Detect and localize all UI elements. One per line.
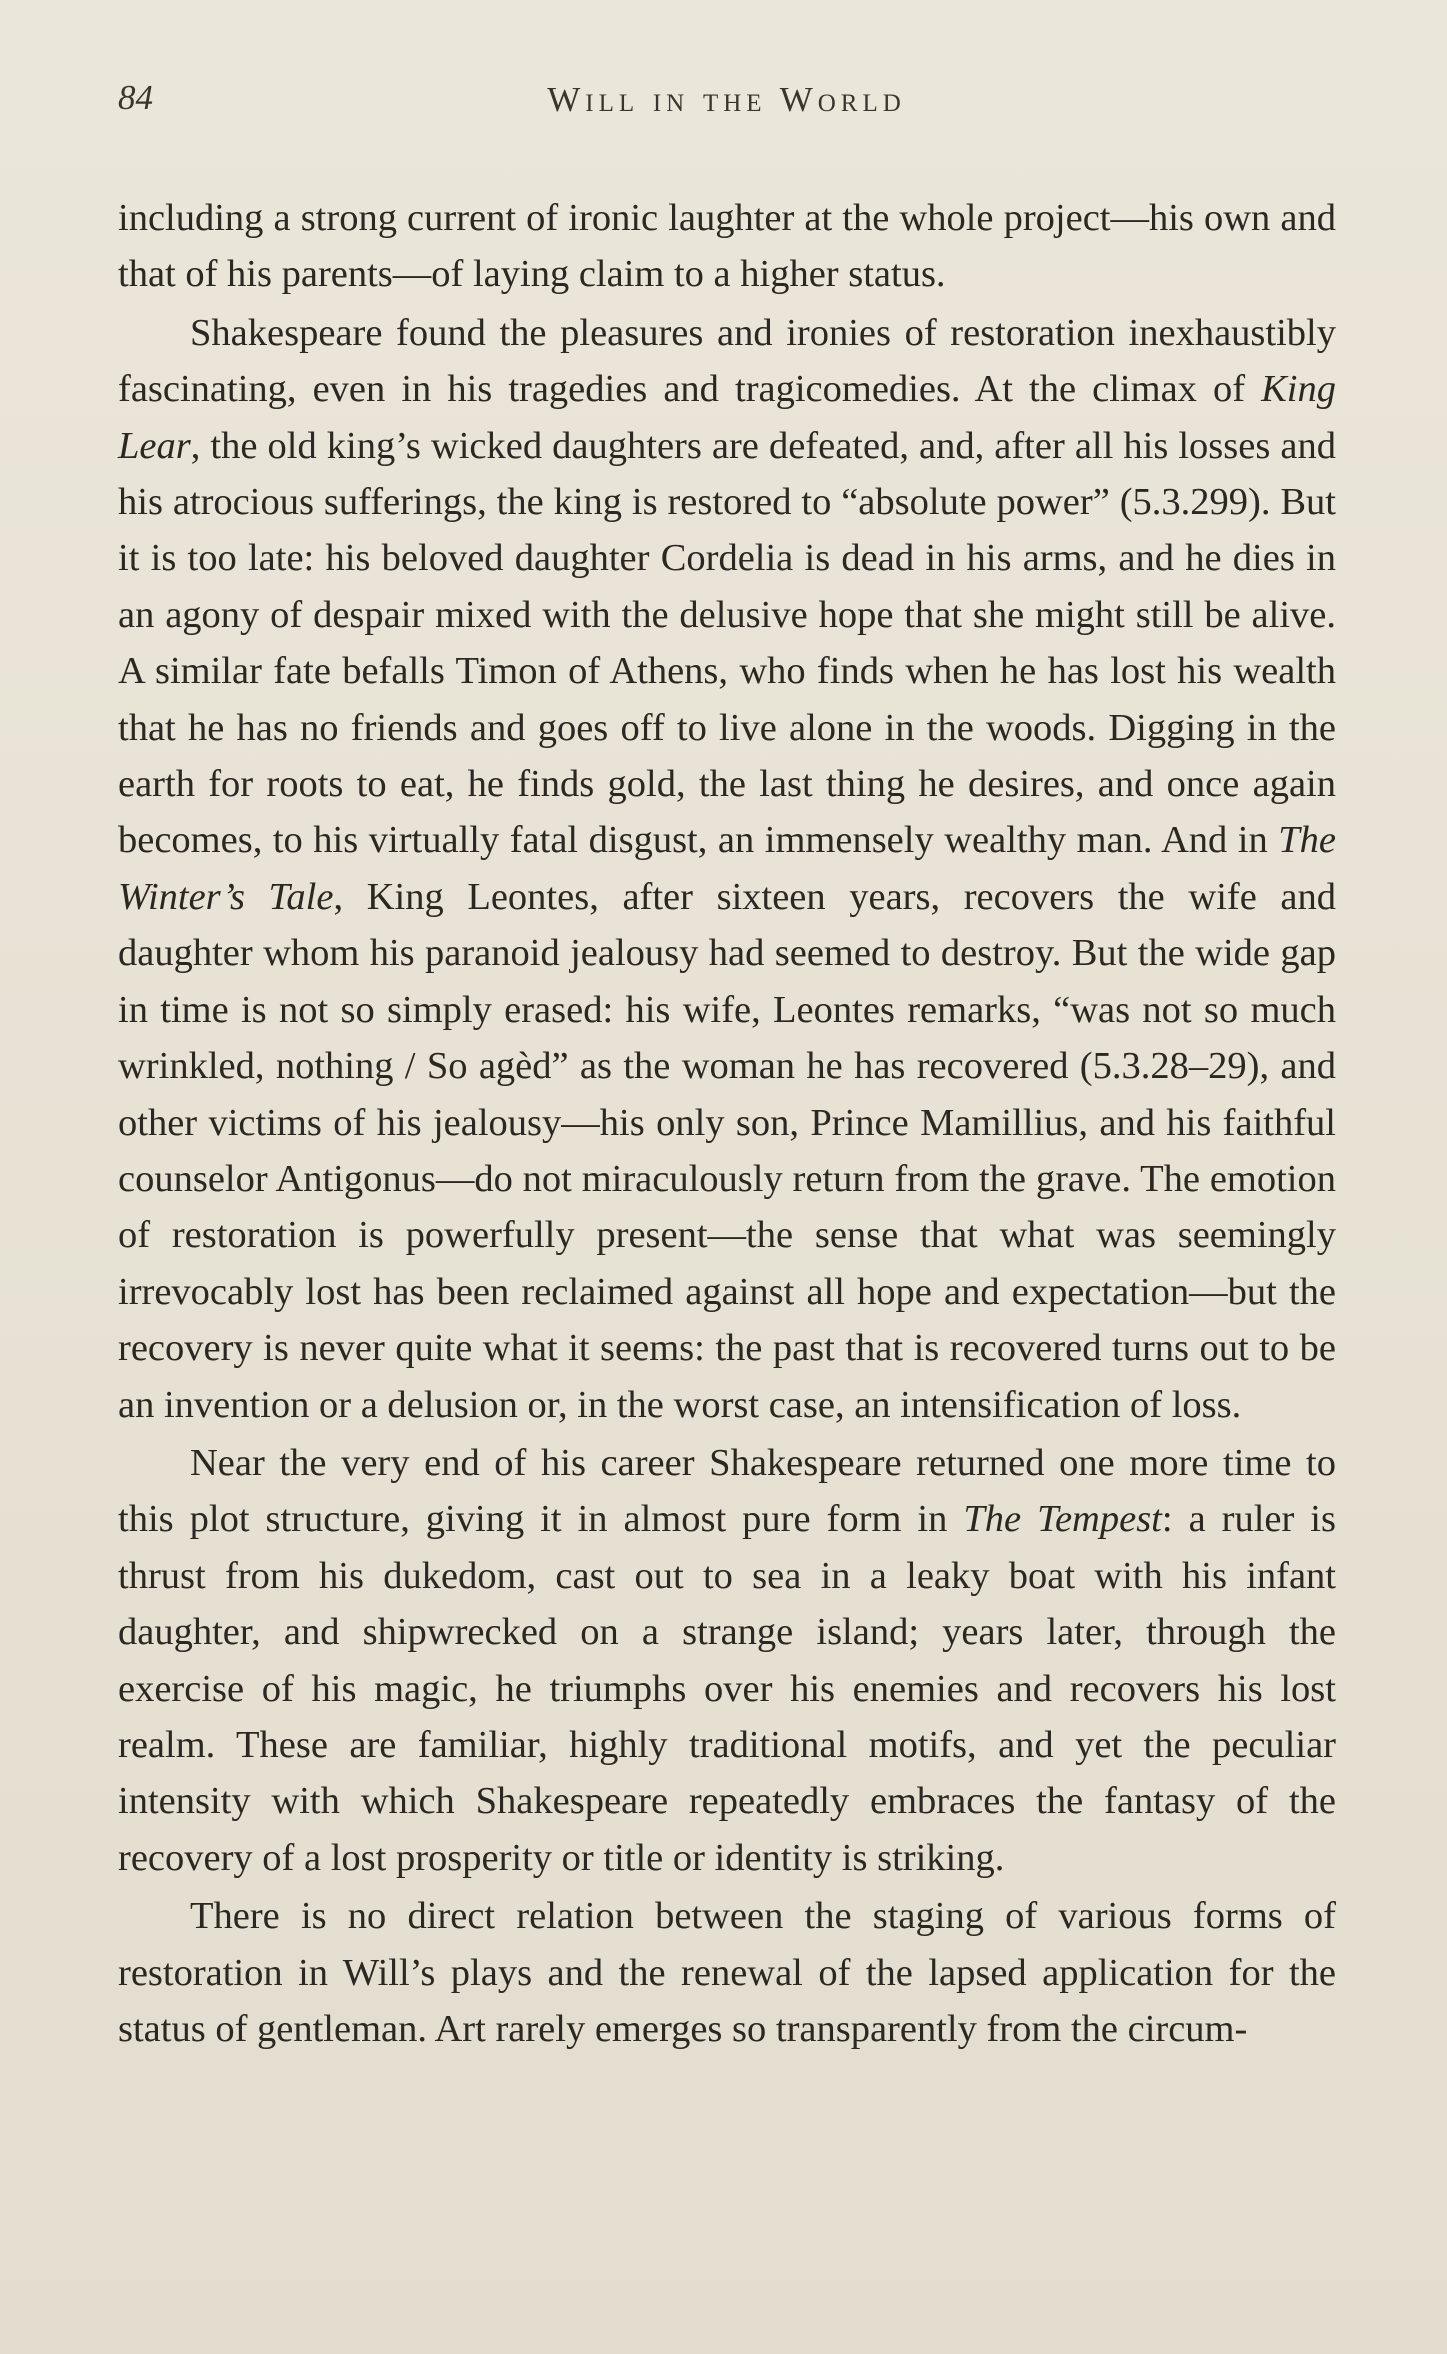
paragraph-text: Near the very end of his career Shakespeare returned one more time to this plot structure, giving it in almost pure form in	[118, 1441, 1336, 1541]
paragraph-text: There is no direct relation between the staging of various forms of restoration in Will’s plays and the renewal of the lapsed application for the status of gentleman. Art rarely emerges so transparently from the circum-	[118, 1895, 1336, 2050]
running-title: Will in the World	[547, 80, 906, 119]
paragraph-text: : a ruler is thrust from his dukedom, cast out to sea in a leaky boat with his infant daughter, and shipwrecked on a strange island; years later, through the exercise of his magic, he triumphs over his enemies and recovers his lost realm. These are familiar, highly traditional motifs, and yet the peculiar intensity with which Shakespeare repeatedly embraces the fantasy of the recovery of a lost prosperity or title or identity is striking.	[118, 1498, 1336, 1879]
italic-title-text: King Lear	[118, 368, 1336, 467]
paragraph	[118, 190, 1336, 303]
paragraph-text: Shakespeare found the pleasures and ironies of restoration inexhaustibly fascinating, even in his tragedies and tragicomedies. At the climax of	[118, 311, 1336, 411]
paragraph-text: including a strong current of ironic laughter at the whole project—his own and that of his parents—of laying claim to a higher status.	[118, 197, 1336, 296]
paragraph	[118, 1435, 1336, 1886]
italic-title-text: The Winter’s Tale	[118, 819, 1336, 918]
body-text	[118, 190, 1336, 2057]
paragraph	[118, 1888, 1336, 2057]
paragraph-text: , the old king’s wicked daughters are defeated, and, after all his losses and his atrocious sufferings, the king is restored to “absolute power” (5.3.299). But it is too late: his beloved daughter Cordelia is dead in his arms, and he dies in an agony of despair mixed with the delusive hope that she might still be alive. A similar fate befalls Timon of Athens, who finds when he has lost his wealth that he has no friends and goes off to live alone in the woods. Digging in the earth for roots to eat, he finds gold, the last thing he desires, and once again becomes, to his virtually fatal disgust, an immensely wealthy man. And in	[118, 424, 1336, 862]
italic-title-text: The Tempest	[963, 1498, 1162, 1541]
page-number: 84	[118, 78, 153, 117]
running-header	[118, 78, 1335, 128]
paragraph-text: , King Leontes, after sixteen years, recovers the wife and daughter whom his paranoid jealousy had seemed to destroy. But the wide gap in time is not so simply erased: his wife, Leontes remarks, “was not so much wrinkled, nothing / So agèd” as the woman he has recovered (5.3.28–29), and other victims of his jealousy—his only son, Prince Mamillius, and his faithful counselor Antigonus—do not miraculously return from the grave. The emotion of restoration is powerfully present—the sense that what was seemingly irrevocably lost has been reclaimed against all hope and expectation—but the recovery is never quite what it seems: the past that is recovered turns out to be an invention or a delusion or, in the worst case, an intensification of loss.	[118, 875, 1337, 1426]
paragraph	[118, 305, 1336, 1433]
